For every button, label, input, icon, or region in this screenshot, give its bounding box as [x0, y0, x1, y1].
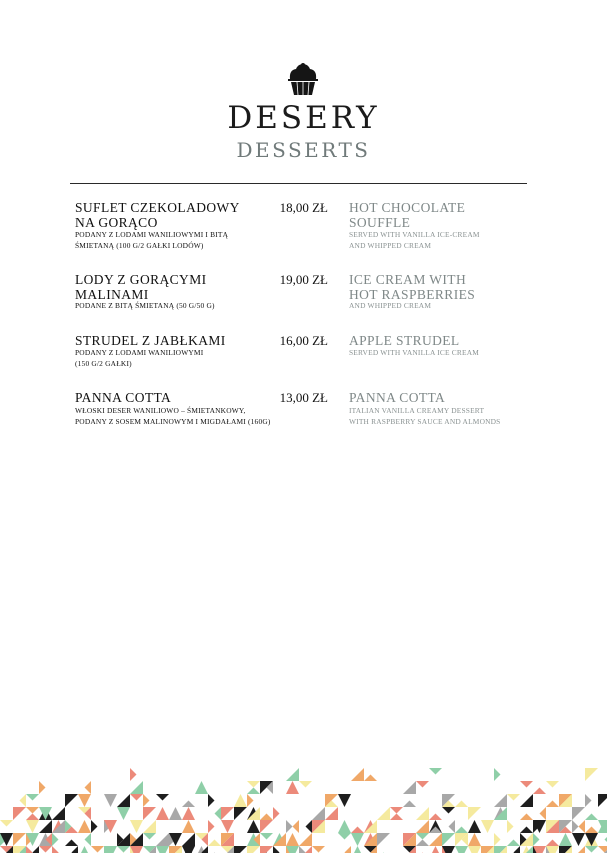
pattern-triangle — [520, 781, 533, 788]
pattern-triangle — [468, 833, 481, 846]
pattern-triangle — [85, 833, 92, 846]
pattern-triangle — [390, 807, 403, 814]
pattern-triangle — [13, 807, 26, 820]
pattern-triangle — [325, 807, 338, 820]
pattern-triangle — [52, 807, 65, 820]
pattern-triangle — [247, 846, 260, 853]
item-name-pl-line: SUFLET CZEKOLADOWY — [75, 200, 240, 215]
pattern-triangle — [429, 814, 442, 821]
item-desc-en — [349, 229, 549, 251]
item-desc-pl-line: (150 G/2 GAŁKI) — [75, 359, 132, 368]
pattern-triangle — [572, 807, 585, 820]
pattern-triangle — [247, 781, 260, 788]
pattern-triangle — [429, 833, 442, 846]
pattern-triangle — [169, 807, 182, 820]
pattern-triangle — [312, 807, 325, 820]
pattern-triangle — [481, 820, 494, 833]
pattern-triangle — [494, 768, 501, 781]
pattern-triangle — [520, 794, 533, 807]
pattern-triangle — [20, 794, 27, 807]
pattern-triangle — [52, 846, 59, 853]
pattern-triangle — [156, 807, 169, 820]
pattern-triangle — [221, 820, 234, 833]
pattern-triangle — [26, 846, 33, 853]
pattern-triangle — [416, 840, 429, 847]
pattern-triangle — [143, 833, 156, 840]
pattern-triangle — [182, 846, 195, 853]
item-name-pl-line: LODY Z GORĄCYMI — [75, 272, 207, 287]
pattern-triangle — [416, 807, 429, 820]
pattern-triangle — [429, 846, 442, 853]
pattern-triangle — [39, 846, 52, 853]
pattern-triangle — [208, 840, 221, 847]
pattern-triangle — [208, 794, 215, 807]
pattern-triangle — [514, 846, 521, 853]
item-desc-en — [349, 405, 549, 427]
pattern-triangle — [26, 807, 39, 814]
pattern-triangle — [377, 807, 390, 820]
pattern-triangle — [338, 833, 351, 840]
pattern-triangle — [130, 820, 143, 833]
pattern-triangle — [52, 833, 59, 846]
page-subtitle: DESSERTS — [236, 138, 371, 162]
item-name-en — [349, 201, 549, 230]
pattern-triangle — [247, 794, 254, 807]
pattern-triangle — [546, 781, 559, 788]
pattern-triangle — [546, 801, 559, 808]
pattern-triangle — [26, 814, 39, 821]
pattern-triangle — [130, 781, 143, 794]
pattern-triangle — [299, 781, 312, 788]
item-desc-pl-line: PODANY Z LODAMI WANILIOWYMI — [75, 348, 204, 357]
pattern-triangle — [208, 820, 215, 833]
pattern-triangle — [39, 820, 52, 833]
pattern-triangle — [585, 768, 598, 781]
pattern-triangle — [306, 820, 313, 833]
pattern-triangle — [449, 820, 456, 833]
pattern-triangle — [351, 846, 364, 853]
pattern-triangle — [598, 794, 607, 807]
pattern-triangle — [546, 840, 559, 847]
item-name-pl-line: MALINAMI — [75, 286, 149, 302]
pattern-triangle — [364, 775, 377, 782]
item-name-pl-line: STRUDEL Z JABŁKAMI — [75, 333, 226, 348]
item-name-pl-line: PANNA COTTA — [75, 390, 172, 405]
item-desc-pl — [75, 229, 335, 251]
pattern-triangle — [507, 820, 514, 833]
pattern-triangle — [468, 846, 481, 853]
pattern-triangle — [403, 801, 416, 808]
pattern-triangle — [507, 794, 520, 801]
pattern-triangle — [104, 794, 117, 807]
item-desc-pl-line: PODANE Z BITĄ ŚMIETANĄ (50 G/50 G) — [75, 301, 215, 310]
pattern-triangle — [234, 846, 247, 853]
pattern-triangle — [286, 781, 299, 794]
pattern-triangle — [117, 846, 130, 853]
pattern-triangle — [520, 827, 533, 834]
pattern-triangle — [455, 846, 468, 853]
item-desc-en-line: AND WHIPPED CREAM — [349, 301, 432, 310]
item-desc-en-line: WITH RASPBERRY SAUCE AND ALMONDS — [349, 417, 501, 426]
item-desc-en — [349, 300, 549, 311]
item-desc-pl — [75, 347, 335, 369]
pattern-triangle — [351, 827, 364, 834]
pattern-triangle — [117, 807, 130, 820]
pattern-triangle — [585, 827, 598, 834]
item-name-pl — [75, 273, 265, 302]
pattern-triangle — [72, 846, 79, 853]
pattern-triangle — [540, 807, 547, 820]
pattern-triangle — [494, 833, 501, 846]
pattern-triangle — [78, 794, 91, 807]
item-desc-pl — [75, 405, 335, 427]
pattern-triangle — [468, 820, 481, 833]
pattern-triangle — [286, 768, 299, 781]
pattern-triangle — [533, 788, 546, 795]
item-name-pl — [75, 201, 265, 230]
pattern-triangle — [507, 840, 520, 847]
pattern-triangle — [260, 814, 273, 821]
item-name-en-line: PANNA COTTA — [349, 390, 446, 405]
pattern-triangle — [260, 846, 273, 853]
pattern-triangle — [455, 801, 468, 808]
pattern-triangle — [78, 820, 91, 833]
pattern-triangle — [143, 820, 156, 833]
item-name-en — [349, 273, 549, 302]
pattern-triangle — [572, 833, 585, 846]
pattern-triangle — [247, 820, 260, 833]
item-desc-pl — [75, 300, 335, 311]
item-desc-pl-line: ŚMIETANĄ (100 G/2 GAŁKI LODÓW) — [75, 241, 204, 250]
cupcake-icon — [286, 62, 320, 96]
pattern-triangle — [338, 820, 351, 833]
pattern-triangle — [221, 807, 234, 820]
pattern-triangle — [182, 833, 195, 846]
pattern-triangle — [143, 807, 156, 820]
item-desc-en-line: SERVED WITH VANILLA ICE-CREAM — [349, 230, 480, 239]
pattern-triangle — [299, 833, 312, 846]
item-name-en-line: APPLE STRUDEL — [349, 333, 460, 348]
item-desc-en — [349, 347, 549, 358]
pattern-triangle — [247, 788, 260, 795]
pattern-triangle — [130, 768, 137, 781]
pattern-triangle — [143, 794, 150, 807]
pattern-triangle — [182, 801, 195, 808]
item-desc-en-line: ITALIAN VANILLA CREAMY DESSERT — [349, 406, 485, 415]
pattern-triangle — [585, 814, 598, 821]
pattern-triangle — [156, 794, 169, 801]
pattern-triangle — [351, 768, 364, 781]
item-name-en-line: HOT CHOCOLATE — [349, 200, 466, 215]
pattern-triangle — [65, 840, 78, 847]
item-name-en-line: ICE CREAM WITH — [349, 272, 467, 287]
pattern-triangle — [234, 794, 247, 807]
pattern-triangle — [39, 781, 46, 794]
item-price: 16,00 ZŁ — [279, 333, 328, 348]
pattern-triangle — [312, 846, 325, 853]
pattern-triangle — [572, 820, 579, 833]
pattern-triangle — [117, 794, 130, 807]
item-price: 13,00 ZŁ — [279, 390, 328, 405]
pattern-triangle — [429, 768, 442, 775]
pattern-triangle — [455, 827, 468, 834]
item-name-en-line: SOUFFLE — [349, 214, 411, 230]
pattern-triangle — [579, 820, 586, 833]
pattern-triangle — [156, 846, 169, 853]
pattern-triangle — [338, 794, 351, 807]
pattern-triangle — [416, 781, 429, 788]
pattern-triangle — [85, 781, 92, 794]
pattern-triangle — [78, 846, 91, 853]
item-name-pl-line: NA GORĄCO — [75, 214, 158, 230]
pattern-triangle — [286, 820, 293, 833]
pattern-triangle — [351, 833, 364, 846]
pattern-triangle — [13, 833, 26, 846]
item-name-pl — [75, 391, 265, 406]
pattern-triangle — [195, 781, 208, 794]
pattern-triangle — [182, 820, 195, 833]
pattern-triangle — [468, 807, 481, 820]
item-name-en-line: HOT RASPBERRIES — [349, 286, 476, 302]
pattern-triangle — [293, 820, 300, 833]
pattern-triangle — [585, 794, 592, 807]
pattern-triangle — [33, 846, 40, 853]
pattern-triangle — [416, 820, 429, 833]
pattern-triangle — [403, 781, 416, 794]
geometric-triangle-pattern — [0, 768, 607, 853]
item-desc-en-line: AND WHIPPED CREAM — [349, 241, 432, 250]
pattern-triangle — [377, 833, 390, 846]
pattern-triangle — [182, 807, 195, 820]
pattern-triangle — [156, 833, 169, 846]
pattern-triangle — [390, 814, 403, 821]
pattern-triangle — [585, 846, 598, 853]
pattern-triangle — [533, 833, 540, 846]
pattern-triangle — [442, 807, 455, 814]
pattern-triangle — [572, 846, 585, 853]
pattern-triangle — [273, 807, 280, 820]
item-desc-pl-line: WŁOSKI DESER WANILIOWO – ŚMIETANKOWY, — [75, 406, 246, 415]
pattern-triangle — [260, 833, 273, 840]
pattern-triangle — [0, 820, 13, 827]
pattern-triangle — [130, 794, 143, 801]
item-price: 19,00 ZŁ — [279, 272, 328, 287]
pattern-triangle — [273, 846, 280, 853]
pattern-triangle — [299, 846, 306, 853]
pattern-triangle — [416, 833, 429, 840]
item-desc-en-line: SERVED WITH VANILLA ICE CREAM — [349, 348, 480, 357]
pattern-triangle — [345, 846, 352, 853]
pattern-triangle — [442, 833, 455, 846]
pattern-triangle — [215, 807, 222, 820]
pattern-triangle — [520, 814, 533, 821]
item-name-en — [349, 391, 549, 406]
page-title: DESERY — [227, 100, 380, 136]
pattern-triangle — [26, 820, 39, 833]
pattern-triangle — [26, 794, 39, 801]
pattern-triangle — [234, 807, 247, 820]
divider — [70, 183, 527, 184]
item-desc-pl-line: PODANY Z SOSEM MALINOWYM I MIGDAŁAMI (160G) — [75, 417, 271, 426]
pattern-triangle — [559, 833, 572, 846]
pattern-triangle — [91, 820, 98, 833]
pattern-triangle — [91, 846, 104, 853]
pattern-triangle — [65, 794, 78, 807]
item-price: 18,00 ZŁ — [279, 200, 328, 215]
pattern-triangle — [494, 794, 507, 807]
pattern-triangle — [260, 820, 273, 833]
item-desc-pl-line: PODANY Z LODAMI WANILIOWYMI I BITĄ — [75, 230, 229, 239]
pattern-triangle — [286, 833, 299, 846]
